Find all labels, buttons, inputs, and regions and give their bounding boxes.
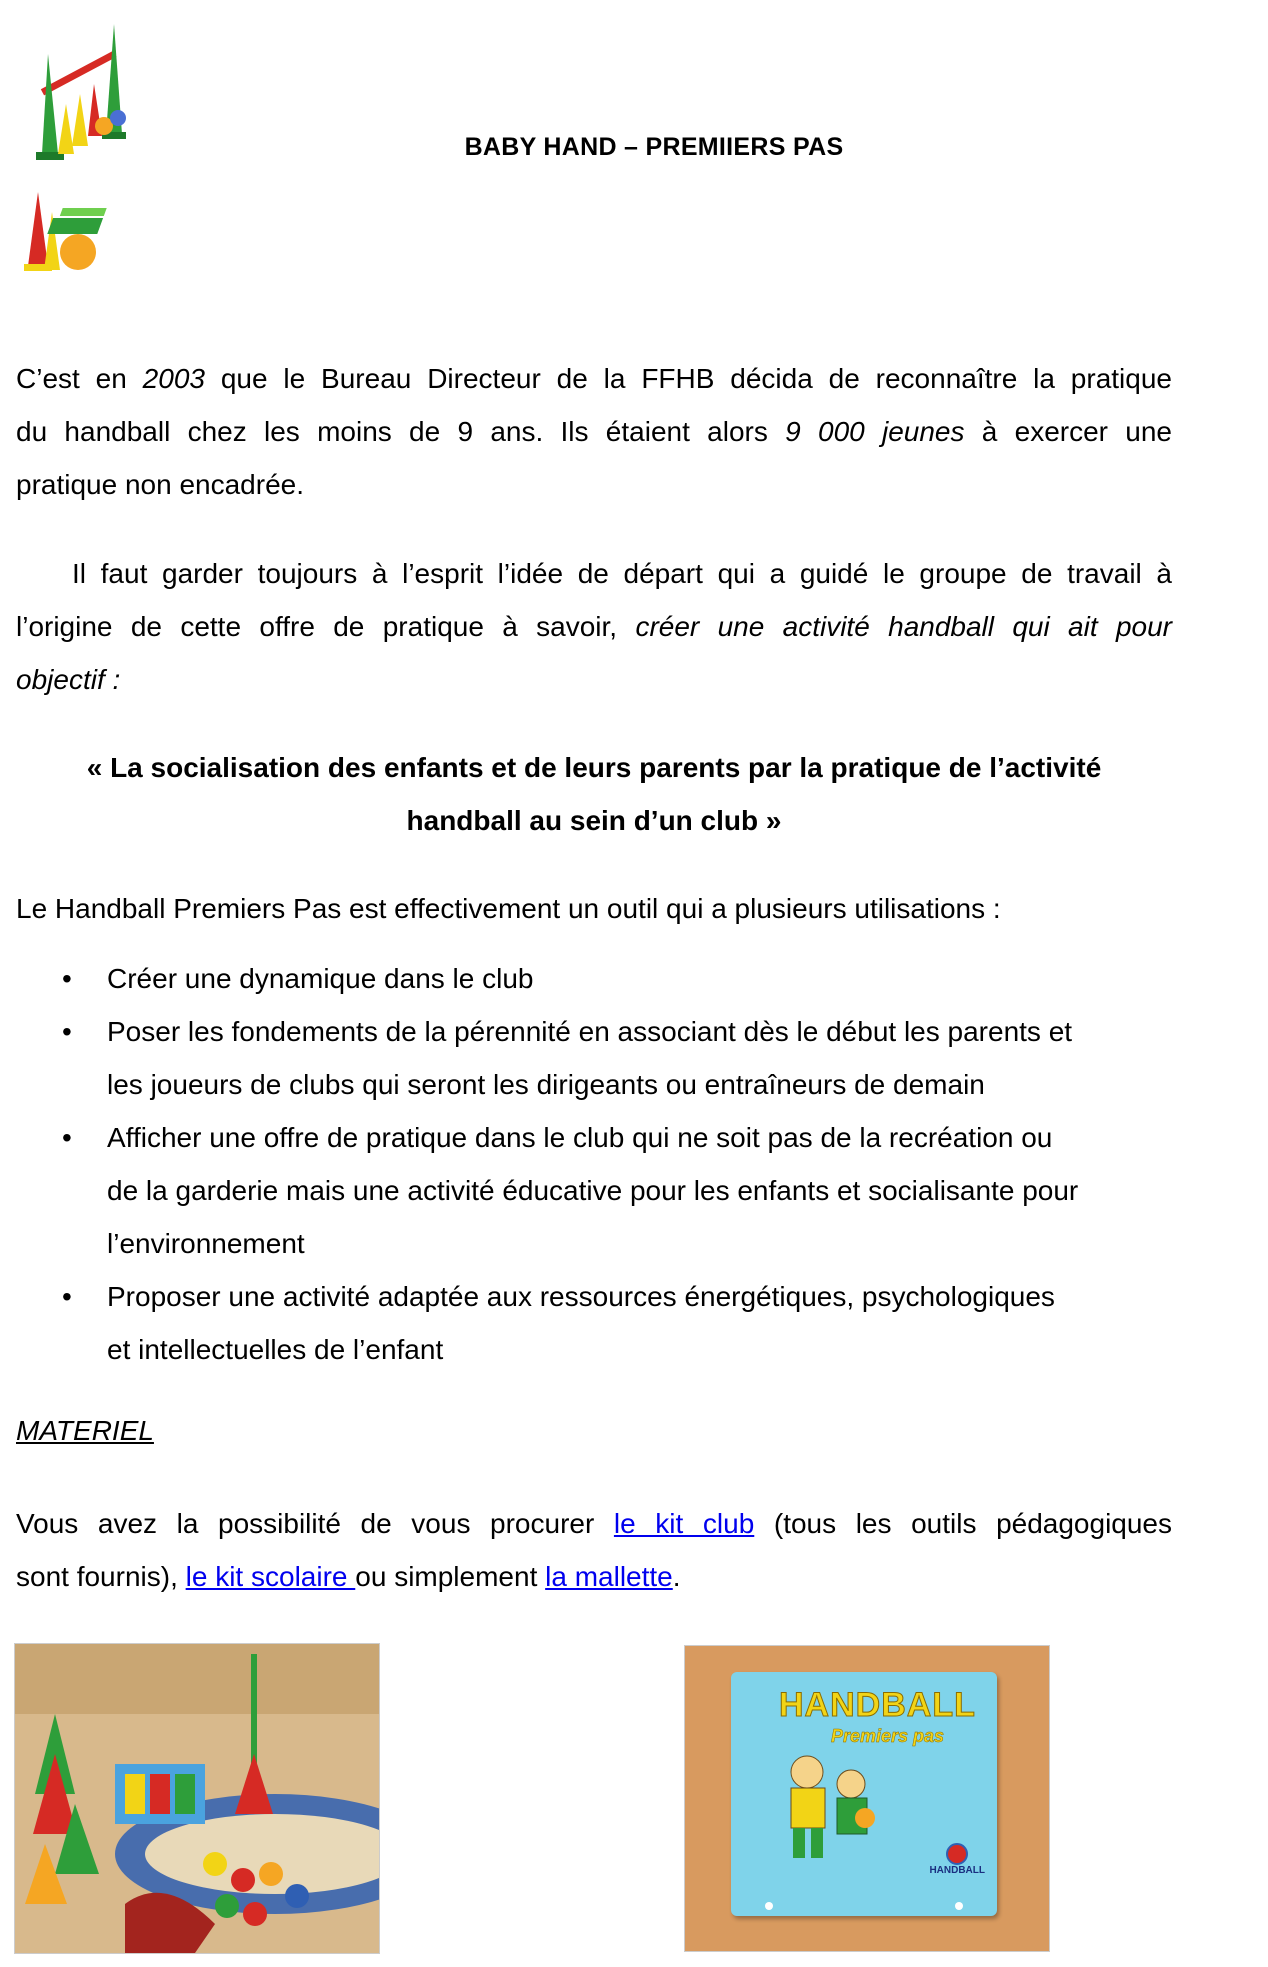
mallette-link[interactable]: la mallette	[545, 1561, 673, 1592]
list-item-text: de la garderie mais une activité éducative pour les enfants et socialisante pour	[107, 1175, 1079, 1206]
kit-scolaire-link[interactable]: le kit scolaire	[185, 1561, 356, 1592]
list-item	[0, 1111, 1172, 1270]
quote-line-1: « La socialisation des enfants et de leurs parents par la pratique de l’activité	[86, 752, 1102, 783]
materiel-line-2: sont fournis), le kit scolaire ou simplement la mallette.	[16, 1561, 681, 1592]
clasp-right-icon	[955, 1902, 963, 1910]
bullet-dot: •	[62, 963, 72, 994]
materiel-paragraph	[16, 1497, 1172, 1603]
kit-club-photo	[14, 1643, 380, 1954]
idea-line-2: l’origine de cette offre de pratique à savoir, créer une activité handball qui ait pour	[16, 611, 1172, 642]
uses-list	[0, 952, 1268, 1376]
list-item	[0, 1270, 1172, 1376]
materiel-heading: MATERIEL	[16, 1415, 154, 1446]
intro-line-3: pratique non encadrée.	[16, 469, 304, 500]
uses-intro: Le Handball Premiers Pas est effectivement un outil qui a plusieurs utilisations :	[16, 893, 1001, 924]
bullet-dot: •	[62, 1281, 72, 1312]
list-item	[0, 952, 1172, 1005]
ffhb-brand: HANDBALL	[929, 1865, 985, 1876]
mallette-photo	[684, 1645, 1050, 1952]
materiel-line-1: Vous avez la possibilité de vous procurer le kit club (tous les outils pédagogiques	[16, 1508, 1173, 1539]
mallette-cover	[731, 1672, 997, 1916]
bullet-dot: •	[62, 1122, 72, 1153]
mallette-subtitle: Premiers pas	[831, 1726, 945, 1746]
clasp-left-icon	[765, 1902, 773, 1910]
kit-club-link[interactable]: le kit club	[613, 1508, 755, 1539]
cones-ball-icon	[14, 188, 124, 280]
page-title: BABY HAND – PREMIIERS PAS	[464, 133, 844, 161]
idea-paragraph	[16, 547, 1172, 706]
objective-quote	[16, 741, 1172, 847]
mallette-title: HANDBALL	[779, 1686, 976, 1724]
list-item-text: Afficher une offre de pratique dans le club qui ne soit pas de la recréation ou	[107, 1122, 1053, 1153]
intro-line-2: du handball chez les moins de 9 ans. Ils étaient alors 9 000 jeunes à exercer une	[16, 416, 1172, 447]
intro-paragraph	[16, 352, 1172, 511]
list-item-text: les joueurs de clubs qui seront les dirigeants ou entraîneurs de demain	[107, 1069, 985, 1100]
ffhb-logo	[929, 1843, 985, 1876]
idea-line-1: Il faut garder toujours à l’esprit l’idée de départ qui a guidé le groupe de travail à	[72, 558, 1172, 589]
list-item-text: Proposer une activité adaptée aux ressources énergétiques, psychologiques	[107, 1281, 1055, 1312]
list-item-text: Créer une dynamique dans le club	[107, 963, 534, 994]
list-item-text: et intellectuelles de l’enfant	[107, 1334, 444, 1365]
bullet-dot: •	[62, 1016, 72, 1047]
idea-line-3: objectif :	[16, 664, 121, 695]
list-item-text: Poser les fondements de la pérennité en associant dès le début les parents et	[107, 1016, 1073, 1047]
ffhb-mark-icon	[946, 1843, 968, 1865]
list-item	[0, 1005, 1172, 1111]
children-illustration-icon	[767, 1748, 887, 1868]
intro-line-1: C’est en 2003 que le Bureau Directeur de la FFHB décida de reconnaître la pratique	[16, 363, 1172, 394]
list-item-text: l’environnement	[107, 1228, 305, 1259]
quote-line-2: handball au sein d’un club »	[406, 805, 782, 836]
